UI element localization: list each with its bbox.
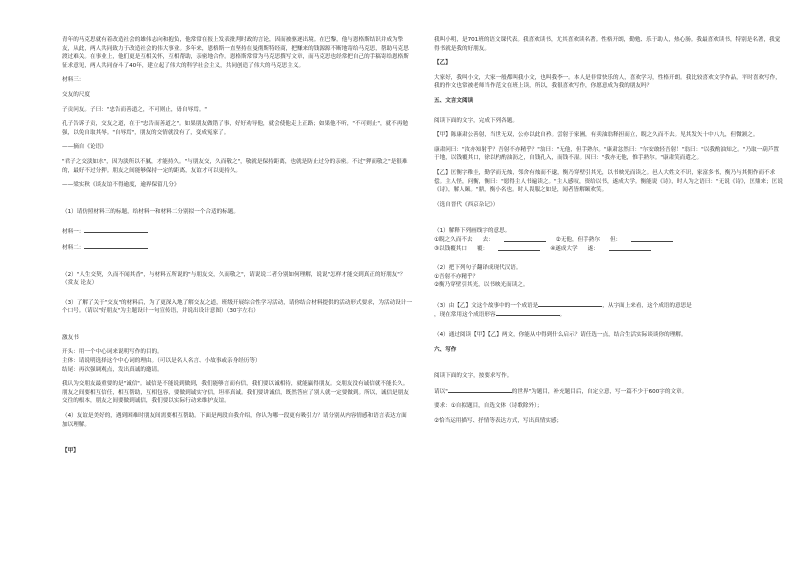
text-line <box>434 264 784 273</box>
text-line <box>434 201 784 210</box>
text: 我认为交朋友最重要的是"诚信"。诚信是不能说到做到，我们能够言而有信，我们要以诚相待，就能赢得朋友。交朋友没有诚信就不能长久。朋友之间要相互信任，相互帮助，互相包容，要做到诚实守信，坦率真诚。我们要讲诚信，既然答应了别人就一定要做到。所以，诚信是朋友交往的根本，朋友之间要做到诚信，我们要以实际行动来维护友谊。 <box>62 381 409 405</box>
text-line <box>62 334 412 343</box>
text: 【甲】 <box>62 448 79 455</box>
text: 子贡问友。子曰："忠告而善道之，不可则止，毋自辱焉。" <box>62 106 207 113</box>
spacer <box>434 290 784 301</box>
text: 【甲】陈康肃公善射，当世无双，公亦以此自矜。尝射于家圃，有卖油翁释担而立，睨之久而不去。见其发矢十中八九，但微颔之。 <box>434 132 759 139</box>
text-line <box>434 387 784 397</box>
answer-blank[interactable] <box>538 301 602 307</box>
text-line <box>62 348 412 357</box>
text: （4）通过阅读【甲】【乙】两文，你能从中得到什么启示？请任选一点，结合生活实际谈谈你的理解。 <box>434 332 687 339</box>
text: ——梁实秋《谈友谊不得逾度，逾界保留几分》 <box>62 182 180 189</box>
spacer <box>62 316 412 334</box>
text: 阅读下面的文字，按要求写作。 <box>434 373 513 380</box>
spacer <box>62 190 412 208</box>
text: 的世界"为题目，补充题目后，自定立意，写一篇不少于600字的文章。 <box>511 388 688 395</box>
text: 五、文言文阅读 <box>434 97 474 104</box>
vocab-item: 遂： <box>587 245 599 252</box>
text: 我叫小明，是701班的语文课代表。我喜欢读书，尤其喜欢读名著。性格开朗，勤勉、乐于助人，热心肠。我最喜欢读书，特别是名著，我觉得书就是我的好朋友。 <box>434 37 781 52</box>
answer-blank[interactable] <box>504 236 546 242</box>
spacer <box>62 253 412 271</box>
text-line <box>434 331 784 340</box>
text-line <box>62 299 412 316</box>
text: 青年的马克思就有着改造社会的雄伟志向和抱负，他常常在报上发表批判时政的言论，因而被驱逐出境。在巴黎，他与恩格斯结识并成为挚友，从此，两人共同致力于改造社会的伟大事业。多年来，恩格斯一直坚持在曼彻斯特经商，把赚来的钱源源不断地寄给马克思，帮助马克思渡过难关。在事业上，他们更是互相关怀，互相帮助，亲密地合作。恩格斯常常为马克思撰写文章，而马克思也经常把自己的手稿寄给恩格斯征求意见，两人共同奋斗了40年，建立起了伟大的科学社会主义，共同创造了伟大的马克思主义。 <box>62 37 409 69</box>
answer-blank[interactable] <box>631 236 673 242</box>
text-line <box>62 106 412 115</box>
text-line <box>62 76 412 85</box>
text-line <box>434 146 784 163</box>
right-column <box>434 36 784 426</box>
vocab-item: 但： <box>609 236 622 243</box>
text: 【乙】匡衡字稚圭，勤学而无烛，邻舍有烛而不逮，衡乃穿壁引其光，以书映光而读之。邑人大姓文不识，家富多书，衡乃与其佣作而不求偿。主人怪，问衡，衡曰："愿得主人书遍读之。"主人感叹，资给以书，遂成大学。衡能说《诗》，时人为之语曰："无说《诗》，匡鼎来；匡说《诗》，解人颐。"鼎，衡小名也。时人畏服之如是，闻者皆解颐欢笑。 <box>434 169 783 194</box>
text: 大家好，我叫小文，大家一般都叫我小文，也叫我李一。本人是非常快乐的人，喜欢学习，性格开朗。我比较喜欢文学作品，平时喜欢写作，我的作文也常被老师当作范文在班上读，所以，我很喜欢写作，你愿意成为我的朋友吗？ <box>434 74 781 90</box>
text: 主体：请说明选择这个中心词的理由。（可以是名人名言、小故事或亲身经历等） <box>62 358 261 365</box>
spacer <box>434 320 784 331</box>
text-line <box>62 243 412 253</box>
text-line <box>434 169 784 195</box>
spacer <box>434 209 784 227</box>
text: 孔子告诉子贡，交友之道，在于"忠告而善道之"。如果朋友做错了事，好好劝导他，就会使他走上正路；如果他不听，"不可则止"，就不再勉强，以免自取其辱。"自辱焉"，朋友的交情就没有了，变成冤家了。 <box>62 121 408 136</box>
text-line <box>62 366 412 375</box>
spacer <box>434 354 784 372</box>
text: 材料一： <box>62 229 85 236</box>
text: "君子之交淡如水"，因为淡所以不腻，才能持久。"与朋友交，久而敬之"，敬就是保持距离，也就是防止过分的亲密。不过"狎而敬之"是很难的，最好不过分狎。朋友之间能够保持一定的距离，友谊才可以更持久。 <box>62 158 408 174</box>
text: ①吾射不亦精乎？ <box>434 273 479 280</box>
spacer <box>62 429 412 447</box>
text-line <box>434 346 784 355</box>
text-line <box>62 91 412 100</box>
text: 【乙】 <box>434 60 451 67</box>
answer-blank[interactable] <box>84 243 148 249</box>
text: 激友书 <box>62 334 79 341</box>
answer-blank[interactable] <box>498 245 540 251</box>
text: 要求：①自拟题目，自选文体（诗歌除外）； <box>434 403 543 410</box>
text-line <box>62 208 412 217</box>
text-line <box>62 447 412 456</box>
text-line <box>62 120 412 137</box>
answer-blank[interactable] <box>448 387 512 393</box>
text-line <box>62 227 412 237</box>
text-line <box>434 310 784 320</box>
text: 康肃问曰："汝亦知射乎？吾射不亦精乎？"翁曰："无他，但手熟尔。"康肃忿然曰："尔安敢轻吾射！"翁曰："以我酌油知之。"乃取一葫芦置于地，以钱覆其口，徐以杓酌油沥之，自钱孔入，而钱不湿。因曰："我亦无他，惟手熟尔。"康肃笑而遣之。 <box>434 146 780 162</box>
text: （4）友谊是美好的，遇到困难时朋友间需要相互帮助。下面是两段自我介绍，你认为哪一段更有吸引力？请分别从内容情感和语言表达方面加以理解。 <box>62 413 407 428</box>
text-line <box>62 412 412 429</box>
spacer <box>62 288 412 299</box>
vocab-item: 覆： <box>476 245 489 252</box>
text: （2）把下列句子翻译成现代汉语。 <box>434 265 522 272</box>
text: 交友的尺度 <box>62 91 90 98</box>
text: （2）"人生交契，久而不闻其香"，与材料五所说的"与朋友交，久而敬之"，请说说二者分别如何理解，说说"怎样才能交到真正的好朋友"？（赏友 论友） <box>62 271 406 287</box>
spacer <box>434 106 784 117</box>
vocab-item: ③以钱覆其口 <box>434 245 467 252</box>
text-line <box>62 181 412 190</box>
left-column <box>62 36 412 456</box>
text-line <box>62 380 412 406</box>
text-line <box>434 36 784 53</box>
vocab-row <box>434 236 784 245</box>
text-line <box>434 372 784 381</box>
answer-blank[interactable] <box>496 310 560 316</box>
vocab-item: ④遂成大学 <box>550 245 578 252</box>
vocab-item: 去： <box>482 236 494 243</box>
text: ，现在常用这个成语形容 <box>434 312 496 319</box>
spacer <box>62 216 412 227</box>
text: 阅读下面的文字，完成下列各题。 <box>434 117 518 124</box>
text: ②衡乃穿壁引其光，以书映光而读之。 <box>434 282 529 289</box>
text: 开头：用一个中心词来说明写作的目的。 <box>62 349 163 356</box>
text: （3）由【乙】文这个故事中的一个成语是 <box>434 302 539 309</box>
vocab-item: ①睨之久而不去 <box>434 236 473 243</box>
text-line <box>62 271 412 288</box>
text: 六、写作 <box>434 346 457 353</box>
spacer <box>434 253 784 264</box>
text-line <box>434 97 784 106</box>
text: ——摘自《论语》 <box>62 144 107 151</box>
text: （3）了解了关于"交友"的材料后，为了更深入地了解交友之道，班级开展综合性学习活动，请你结合材料提供的活动形式要求，为活动设计一个口号。（请以"好朋友"为主题设计一句宣传语，并说出设计意图）（30字左右） <box>62 299 412 315</box>
text: ，从字面上来看，这个成语的意思是 <box>602 302 692 309</box>
text: ②恰当运用描写、抒情等表达方式，写出真情实感； <box>434 418 563 425</box>
text-line <box>434 131 784 140</box>
text: 结尾：再次强调观点，发出真诚的邀请。 <box>62 366 163 373</box>
text: 材料三： <box>62 77 85 84</box>
text-line <box>434 281 784 290</box>
text-line <box>434 301 784 311</box>
answer-blank[interactable] <box>84 227 148 233</box>
text-line <box>434 417 784 426</box>
text-line <box>434 74 784 91</box>
text: （1）请仿照材料三的标题，给材料一和材料二分别拟一个合适的标题。 <box>62 208 239 215</box>
vocab-item: ②无他，但手熟尔 <box>555 236 600 243</box>
text-line <box>434 402 784 411</box>
vocab-row <box>434 245 784 254</box>
text-line <box>62 357 412 366</box>
text: 材料二： <box>62 244 85 251</box>
text-line <box>434 273 784 282</box>
text-line <box>434 227 784 236</box>
text: 请以" <box>434 388 448 395</box>
text-line <box>62 158 412 175</box>
text: （1）解释下列画线字的意思。 <box>434 228 511 235</box>
text: （选自晋代《西京杂记》） <box>434 201 499 208</box>
text: 。 <box>559 312 566 319</box>
text-line <box>62 36 412 70</box>
text-line <box>434 117 784 126</box>
answer-blank[interactable] <box>609 245 651 251</box>
text-line <box>434 59 784 68</box>
text-line <box>62 143 412 152</box>
